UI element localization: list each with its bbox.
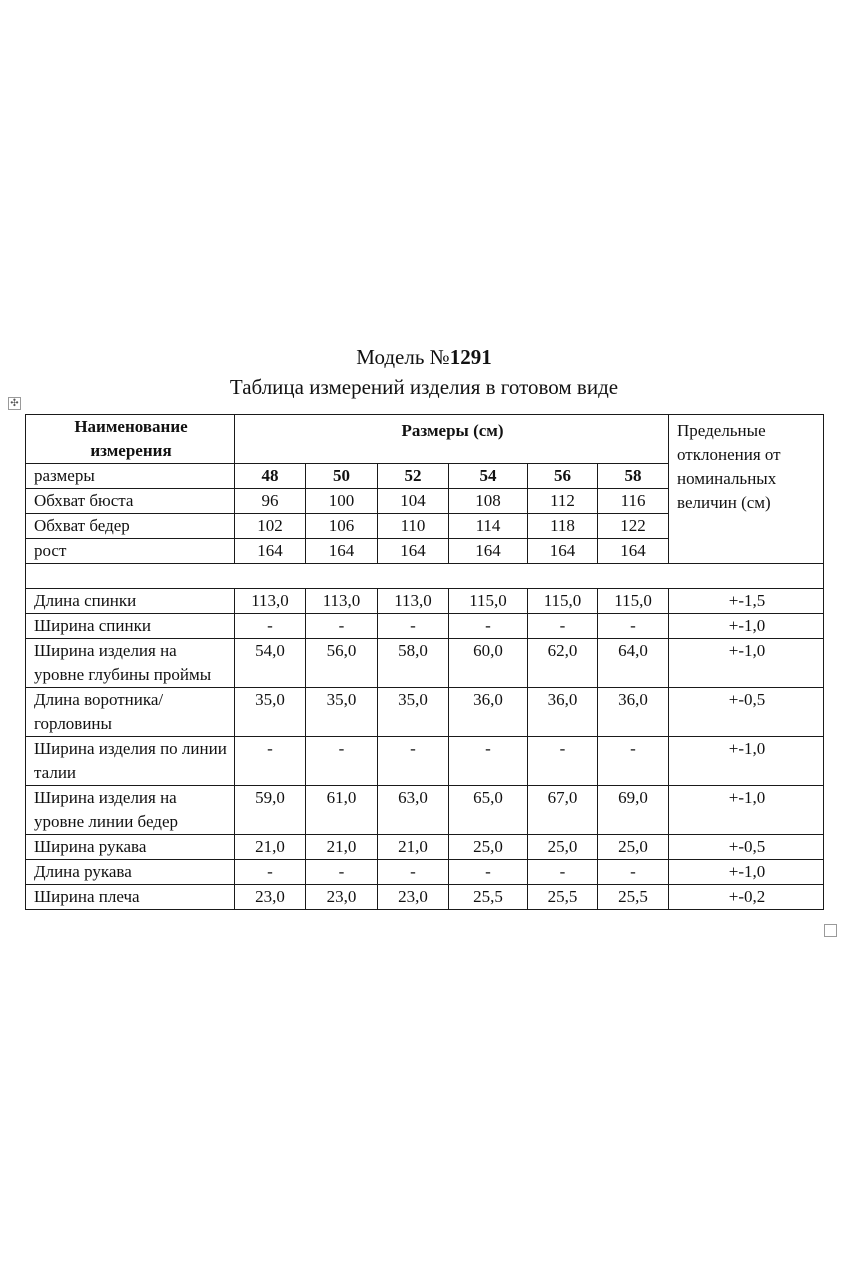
value-cell: 54,0 (235, 639, 306, 688)
value-cell: 164 (449, 539, 528, 564)
product-measure-row (26, 639, 824, 688)
value-cell: 106 (306, 514, 378, 539)
value-cell: 115,0 (598, 589, 669, 614)
product-measure-row (26, 835, 824, 860)
value-cell: 113,0 (306, 589, 378, 614)
product-measure-row (26, 860, 824, 885)
size-cell: 52 (378, 464, 449, 489)
table-resize-icon[interactable] (824, 924, 837, 937)
value-cell: 100 (306, 489, 378, 514)
value-cell: 36,0 (598, 688, 669, 737)
value-cell: 25,0 (449, 835, 528, 860)
product-measure-row (26, 737, 824, 786)
row-label: Ширина спинки (26, 614, 235, 639)
value-cell: - (306, 737, 378, 786)
row-label: Длина спинки (26, 589, 235, 614)
value-cell: - (598, 614, 669, 639)
value-cell: 69,0 (598, 786, 669, 835)
value-cell: 164 (528, 539, 598, 564)
tolerance-cell: +-1,0 (669, 639, 824, 688)
value-cell: 164 (378, 539, 449, 564)
value-cell: 60,0 (449, 639, 528, 688)
value-cell: 64,0 (598, 639, 669, 688)
value-cell: - (598, 737, 669, 786)
value-cell: 122 (598, 514, 669, 539)
value-cell: - (528, 614, 598, 639)
product-measure-row (26, 614, 824, 639)
value-cell: - (378, 614, 449, 639)
value-cell: - (598, 860, 669, 885)
value-cell: 25,5 (598, 885, 669, 910)
value-cell: 118 (528, 514, 598, 539)
value-cell: 104 (378, 489, 449, 514)
size-cell: 56 (528, 464, 598, 489)
value-cell: 21,0 (306, 835, 378, 860)
value-cell: 56,0 (306, 639, 378, 688)
value-cell: 102 (235, 514, 306, 539)
value-cell: 113,0 (378, 589, 449, 614)
value-cell: 23,0 (306, 885, 378, 910)
value-cell: - (235, 737, 306, 786)
tolerance-cell: +-1,0 (669, 860, 824, 885)
model-number: 1291 (449, 345, 492, 369)
row-label: Обхват бюста (26, 489, 235, 514)
value-cell: - (378, 860, 449, 885)
value-cell: 65,0 (449, 786, 528, 835)
value-cell: 36,0 (449, 688, 528, 737)
value-cell: 108 (449, 489, 528, 514)
title-prefix: Модель № (356, 345, 450, 369)
row-label: Ширина плеча (26, 885, 235, 910)
value-cell: 63,0 (378, 786, 449, 835)
value-cell: 115,0 (528, 589, 598, 614)
tolerance-cell: +-1,0 (669, 737, 824, 786)
value-cell: - (449, 737, 528, 786)
value-cell: 67,0 (528, 786, 598, 835)
value-cell: 35,0 (306, 688, 378, 737)
table-move-icon[interactable]: ✣ (8, 397, 21, 410)
product-measure-row (26, 688, 824, 737)
value-cell: - (378, 737, 449, 786)
size-cell: 48 (235, 464, 306, 489)
size-cell: 58 (598, 464, 669, 489)
value-cell: 23,0 (235, 885, 306, 910)
size-cell: 54 (449, 464, 528, 489)
value-cell: - (449, 860, 528, 885)
value-cell: 25,0 (528, 835, 598, 860)
value-cell: 25,5 (449, 885, 528, 910)
value-cell: 112 (528, 489, 598, 514)
spacer-cell (26, 564, 824, 589)
row-label: Длина рукава (26, 860, 235, 885)
value-cell: 114 (449, 514, 528, 539)
value-cell: 35,0 (378, 688, 449, 737)
value-cell: 21,0 (378, 835, 449, 860)
header-tolerance-cell: Предельные отклонения от номинальных величин (см) (669, 415, 824, 564)
value-cell: 25,0 (598, 835, 669, 860)
row-label: рост (26, 539, 235, 564)
tolerance-cell: +-1,5 (669, 589, 824, 614)
size-row-label: размеры (26, 464, 235, 489)
value-cell: 96 (235, 489, 306, 514)
value-cell: - (235, 860, 306, 885)
tolerance-cell: +-0,2 (669, 885, 824, 910)
value-cell: 61,0 (306, 786, 378, 835)
size-cell: 50 (306, 464, 378, 489)
row-label: Ширина изделия по линии талии (26, 737, 235, 786)
value-cell: 21,0 (235, 835, 306, 860)
value-cell: - (528, 860, 598, 885)
header-sizes-cell: Размеры (см) (235, 415, 669, 464)
value-cell: 59,0 (235, 786, 306, 835)
value-cell: 164 (235, 539, 306, 564)
row-label: Ширина изделия на уровне линии бедер (26, 786, 235, 835)
value-cell: 62,0 (528, 639, 598, 688)
value-cell: 113,0 (235, 589, 306, 614)
value-cell: - (528, 737, 598, 786)
tolerance-cell: +-1,0 (669, 786, 824, 835)
spacer-row (26, 564, 824, 589)
tolerance-cell: +-1,0 (669, 614, 824, 639)
header-row (26, 415, 824, 464)
value-cell: 58,0 (378, 639, 449, 688)
value-cell: 35,0 (235, 688, 306, 737)
document-subtitle: Таблица измерений изделия в готовом виде (229, 375, 619, 399)
value-cell: 164 (306, 539, 378, 564)
product-measure-row (26, 786, 824, 835)
row-label: Длина воротника/горловины (26, 688, 235, 737)
value-cell: 110 (378, 514, 449, 539)
value-cell: 115,0 (449, 589, 528, 614)
value-cell: - (235, 614, 306, 639)
document-title (0, 344, 848, 370)
row-label: Ширина рукава (26, 835, 235, 860)
product-measure-row (26, 885, 824, 910)
value-cell: 25,5 (528, 885, 598, 910)
value-cell: 164 (598, 539, 669, 564)
row-label: Ширина изделия на уровне глубины проймы (26, 639, 235, 688)
value-cell: 23,0 (378, 885, 449, 910)
product-measure-row (26, 589, 824, 614)
value-cell: - (449, 614, 528, 639)
header-name-cell: Наименование измерения (26, 415, 235, 464)
tolerance-cell: +-0,5 (669, 688, 824, 737)
value-cell: 116 (598, 489, 669, 514)
row-label: Обхват бедер (26, 514, 235, 539)
value-cell: 36,0 (528, 688, 598, 737)
value-cell: - (306, 860, 378, 885)
tolerance-cell: +-0,5 (669, 835, 824, 860)
value-cell: - (306, 614, 378, 639)
measurement-table (25, 414, 824, 910)
